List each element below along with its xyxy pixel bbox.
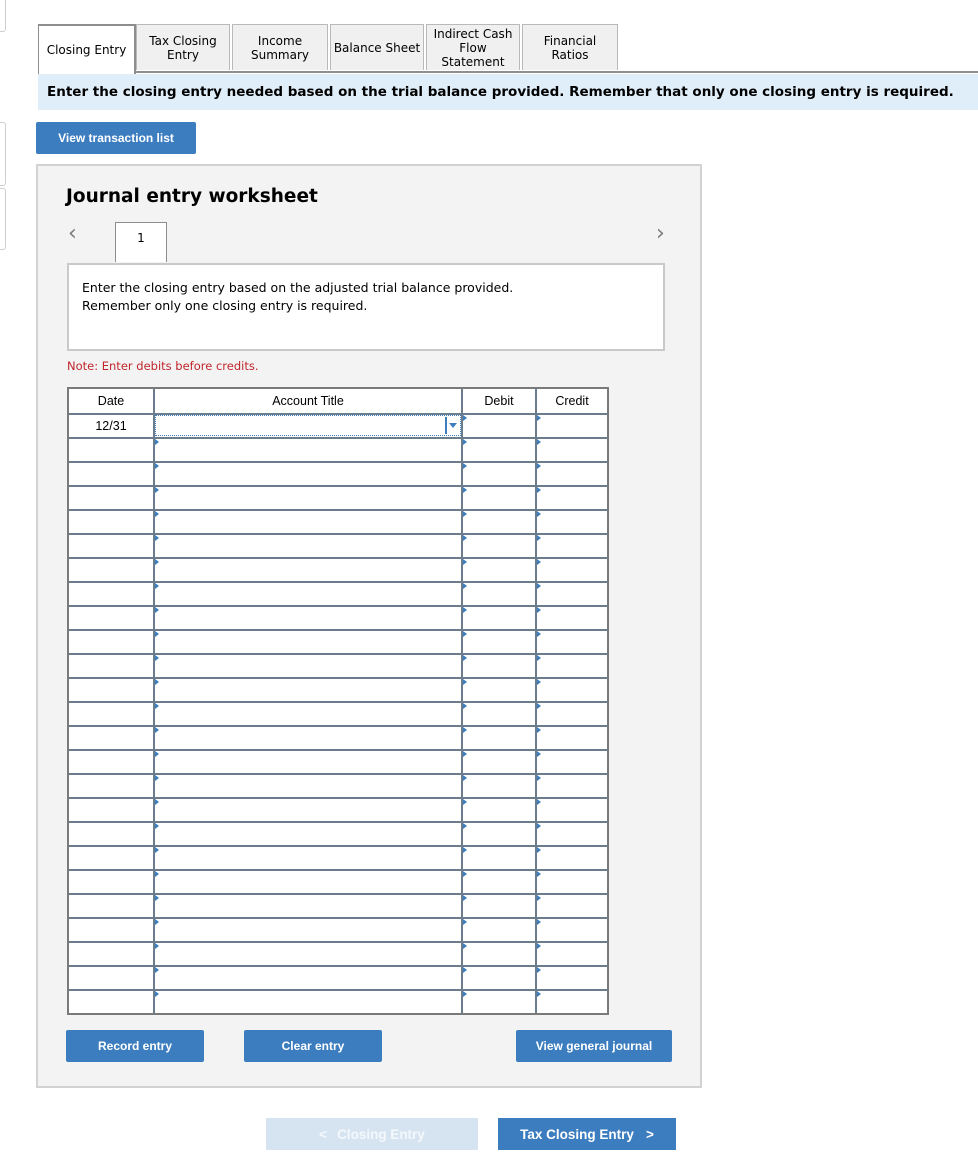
tab-closing-entry[interactable]: Closing Entry — [38, 24, 136, 74]
debit-cell[interactable] — [463, 871, 535, 892]
date-cell[interactable] — [69, 895, 153, 916]
record-entry-button[interactable]: Record entry — [66, 1030, 204, 1062]
input-marker-icon — [463, 679, 467, 685]
input-marker-icon — [155, 727, 159, 733]
debit-cell[interactable] — [463, 535, 535, 556]
input-marker-icon — [155, 967, 159, 973]
journal-table — [67, 387, 609, 1015]
account-title-cell[interactable] — [155, 439, 461, 460]
credit-cell[interactable] — [537, 559, 607, 580]
debit-cell[interactable] — [463, 943, 535, 964]
input-marker-icon — [155, 655, 159, 661]
debit-cell[interactable] — [463, 727, 535, 748]
input-marker-icon — [463, 775, 467, 781]
account-title-cell[interactable] — [155, 607, 461, 628]
debit-cell[interactable] — [463, 631, 535, 652]
input-marker-icon — [155, 703, 159, 709]
entry-page-tab[interactable] — [115, 222, 167, 262]
next-nav-label: Tax Closing Entry — [520, 1126, 634, 1142]
input-marker-icon — [463, 559, 467, 565]
input-marker-icon — [463, 919, 467, 925]
input-marker-icon — [155, 871, 159, 877]
debit-cell[interactable] — [463, 703, 535, 724]
input-marker-icon — [537, 679, 541, 685]
clear-entry-button[interactable]: Clear entry — [244, 1030, 382, 1062]
date-cell[interactable] — [69, 511, 153, 532]
view-transaction-list-button[interactable]: View transaction list — [36, 122, 196, 154]
date-cell[interactable] — [69, 463, 153, 484]
credit-cell[interactable] — [537, 871, 607, 892]
credit-cell[interactable] — [537, 943, 607, 964]
input-marker-icon — [155, 559, 159, 565]
tab-balance-sheet[interactable]: Balance Sheet — [330, 24, 424, 70]
credit-cell[interactable] — [537, 703, 607, 724]
banner-text: Enter the closing entry needed based on the trial balance provided. Remember that only one closing entry is required. — [47, 84, 954, 100]
input-marker-icon — [155, 463, 159, 469]
account-title-cell[interactable] — [155, 487, 461, 508]
credit-cell[interactable] — [537, 991, 607, 1012]
input-marker-icon — [537, 727, 541, 733]
input-marker-icon — [155, 775, 159, 781]
col-header-debit: Debit — [484, 394, 514, 408]
debits-note: Note: Enter debits before credits. — [67, 359, 259, 373]
input-marker-icon — [463, 727, 467, 733]
account-title-cell[interactable] — [155, 631, 461, 652]
input-marker-icon — [463, 967, 467, 973]
date-cell[interactable] — [69, 655, 153, 676]
date-cell[interactable] — [69, 487, 153, 508]
input-marker-icon — [537, 871, 541, 877]
input-marker-icon — [537, 487, 541, 493]
account-title-cell[interactable] — [155, 991, 461, 1012]
next-tax-closing-entry-button[interactable] — [498, 1118, 676, 1150]
date-cell[interactable] — [69, 727, 153, 748]
credit-cell[interactable] — [537, 775, 607, 796]
date-cell[interactable] — [69, 775, 153, 796]
input-marker-icon — [155, 583, 159, 589]
date-cell[interactable] — [69, 607, 153, 628]
tab-tax-closing-entry[interactable]: Tax Closing Entry — [136, 24, 230, 70]
input-marker-icon — [463, 871, 467, 877]
input-marker-icon — [537, 703, 541, 709]
date-cell[interactable] — [69, 535, 153, 556]
instruction-banner — [38, 74, 978, 110]
input-marker-icon — [537, 991, 541, 997]
debit-cell[interactable] — [463, 415, 535, 436]
debit-cell[interactable] — [463, 895, 535, 916]
col-header-account-title: Account Title — [272, 394, 344, 408]
input-marker-icon — [155, 919, 159, 925]
date-cell[interactable] — [69, 943, 153, 964]
credit-cell[interactable] — [537, 583, 607, 604]
input-marker-icon — [463, 943, 467, 949]
account-title-cell[interactable] — [155, 799, 461, 820]
tab-income-summary[interactable]: Income Summary — [232, 24, 328, 70]
input-marker-icon — [537, 655, 541, 661]
input-marker-icon — [155, 847, 159, 853]
input-marker-icon — [537, 919, 541, 925]
input-marker-icon — [463, 799, 467, 805]
input-marker-icon — [463, 655, 467, 661]
debit-cell[interactable] — [463, 799, 535, 820]
tab-indirect-cash-flow[interactable]: Indirect Cash Flow Statement — [426, 24, 520, 70]
credit-cell[interactable] — [537, 535, 607, 556]
debit-cell[interactable] — [463, 583, 535, 604]
account-title-cell[interactable] — [155, 871, 461, 892]
input-marker-icon — [463, 487, 467, 493]
account-title-cell[interactable] — [155, 727, 461, 748]
account-title-cell[interactable] — [155, 943, 461, 964]
credit-cell[interactable] — [537, 967, 607, 988]
credit-cell[interactable] — [537, 895, 607, 916]
prev-closing-entry-button[interactable] — [266, 1118, 478, 1150]
text-caret — [445, 417, 447, 434]
journal-entry-worksheet — [36, 164, 702, 1088]
input-marker-icon — [537, 967, 541, 973]
account-title-cell[interactable] — [155, 559, 461, 580]
date-cell[interactable] — [69, 751, 153, 772]
input-marker-icon — [155, 535, 159, 541]
input-marker-icon — [537, 439, 541, 445]
input-marker-icon — [463, 583, 467, 589]
input-marker-icon — [537, 799, 541, 805]
input-marker-icon — [155, 943, 159, 949]
account-title-cell[interactable] — [155, 535, 461, 556]
input-marker-icon — [537, 775, 541, 781]
account-title-cell[interactable] — [155, 583, 461, 604]
debit-cell[interactable] — [463, 511, 535, 532]
date-cell[interactable] — [69, 799, 153, 820]
input-marker-icon — [537, 751, 541, 757]
col-header-date: Date — [97, 394, 125, 408]
credit-cell[interactable] — [537, 607, 607, 628]
account-title-cell[interactable] — [155, 847, 461, 868]
account-title-cell[interactable] — [155, 775, 461, 796]
input-marker-icon — [155, 991, 159, 997]
input-marker-icon — [463, 511, 467, 517]
credit-cell[interactable] — [537, 655, 607, 676]
prev-nav-label: Closing Entry — [337, 1126, 425, 1142]
input-marker-icon — [537, 607, 541, 613]
date-cell[interactable] — [69, 703, 153, 724]
debit-cell[interactable] — [463, 487, 535, 508]
input-marker-icon — [537, 415, 541, 421]
credit-cell[interactable] — [537, 511, 607, 532]
input-marker-icon — [537, 535, 541, 541]
account-title-cell[interactable] — [155, 823, 461, 844]
input-marker-icon — [537, 943, 541, 949]
input-marker-icon — [155, 439, 159, 445]
debit-cell[interactable] — [463, 919, 535, 940]
input-marker-icon — [537, 463, 541, 469]
debit-cell[interactable] — [463, 847, 535, 868]
debit-cell[interactable] — [463, 775, 535, 796]
debit-cell[interactable] — [463, 559, 535, 580]
input-marker-icon — [463, 847, 467, 853]
date-cell[interactable] — [69, 823, 153, 844]
input-marker-icon — [537, 847, 541, 853]
input-marker-icon — [155, 823, 159, 829]
chevron-left-icon: < — [319, 1126, 328, 1142]
tab-financial-ratios[interactable]: Financial Ratios — [522, 24, 618, 70]
credit-cell[interactable] — [537, 463, 607, 484]
chevron-left-icon[interactable]: ‹ — [68, 221, 77, 246]
input-marker-icon — [463, 607, 467, 613]
input-marker-icon — [155, 799, 159, 805]
input-marker-icon — [537, 511, 541, 517]
account-title-cell[interactable] — [155, 919, 461, 940]
date-cell[interactable] — [69, 679, 153, 700]
input-marker-icon — [537, 895, 541, 901]
debit-cell[interactable] — [463, 607, 535, 628]
credit-cell[interactable] — [537, 823, 607, 844]
input-marker-icon — [463, 823, 467, 829]
credit-cell[interactable] — [537, 679, 607, 700]
input-marker-icon — [155, 607, 159, 613]
input-marker-icon — [463, 751, 467, 757]
date-cell[interactable] — [69, 919, 153, 940]
credit-cell[interactable] — [537, 919, 607, 940]
account-title-cell[interactable] — [155, 463, 461, 484]
date-cell[interactable] — [69, 631, 153, 652]
first-row-date: 12/31 — [95, 419, 127, 433]
input-marker-icon — [463, 463, 467, 469]
input-marker-icon — [155, 487, 159, 493]
date-cell[interactable] — [69, 439, 153, 460]
chevron-right-icon[interactable]: › — [656, 221, 665, 246]
date-cell[interactable] — [69, 967, 153, 988]
instructions-line-1: Enter the closing entry based on the adjusted trial balance provided. — [82, 280, 514, 295]
credit-cell[interactable] — [537, 847, 607, 868]
credit-cell[interactable] — [537, 415, 607, 436]
input-marker-icon — [155, 679, 159, 685]
input-marker-icon — [155, 895, 159, 901]
credit-cell[interactable] — [537, 799, 607, 820]
input-marker-icon — [463, 535, 467, 541]
dropdown-arrow-icon[interactable] — [449, 423, 457, 428]
input-marker-icon — [463, 631, 467, 637]
input-marker-icon — [537, 559, 541, 565]
account-title-cell[interactable] — [155, 751, 461, 772]
entry-page-number: 1 — [137, 231, 145, 245]
input-marker-icon — [463, 415, 467, 421]
view-general-journal-button[interactable]: View general journal — [516, 1030, 672, 1062]
debit-cell[interactable] — [463, 967, 535, 988]
debit-cell[interactable] — [463, 679, 535, 700]
account-title-cell[interactable] — [155, 655, 461, 676]
debit-cell[interactable] — [463, 439, 535, 460]
account-title-select[interactable] — [155, 415, 461, 436]
date-cell[interactable] — [69, 559, 153, 580]
date-cell[interactable] — [69, 871, 153, 892]
input-marker-icon — [537, 631, 541, 637]
worksheet-title: Journal entry worksheet — [66, 186, 318, 207]
date-cell[interactable] — [69, 991, 153, 1012]
debit-cell[interactable] — [463, 463, 535, 484]
debit-cell[interactable] — [463, 655, 535, 676]
credit-cell[interactable] — [537, 439, 607, 460]
credit-cell[interactable] — [537, 631, 607, 652]
input-marker-icon — [155, 751, 159, 757]
input-marker-icon — [537, 583, 541, 589]
input-marker-icon — [155, 511, 159, 517]
debit-cell[interactable] — [463, 991, 535, 1012]
col-header-credit: Credit — [555, 394, 589, 408]
input-marker-icon — [463, 439, 467, 445]
account-title-cell[interactable] — [155, 679, 461, 700]
date-cell[interactable] — [69, 847, 153, 868]
date-cell[interactable] — [69, 583, 153, 604]
left-edge-markers — [0, 0, 6, 260]
account-title-cell[interactable] — [155, 703, 461, 724]
input-marker-icon — [537, 823, 541, 829]
credit-cell[interactable] — [537, 487, 607, 508]
credit-cell[interactable] — [537, 751, 607, 772]
chevron-right-icon: > — [645, 1126, 654, 1142]
input-marker-icon — [155, 631, 159, 637]
input-marker-icon — [463, 895, 467, 901]
instructions-line-2: Remember only one closing entry is required. — [82, 298, 368, 313]
account-title-cell[interactable] — [155, 895, 461, 916]
account-title-cell[interactable] — [155, 511, 461, 532]
tab-underline — [38, 71, 978, 73]
input-marker-icon — [463, 703, 467, 709]
input-marker-icon — [463, 991, 467, 997]
debit-cell[interactable] — [463, 823, 535, 844]
debit-cell[interactable] — [463, 751, 535, 772]
credit-cell[interactable] — [537, 727, 607, 748]
entry-instructions — [67, 263, 665, 351]
account-title-cell[interactable] — [155, 967, 461, 988]
